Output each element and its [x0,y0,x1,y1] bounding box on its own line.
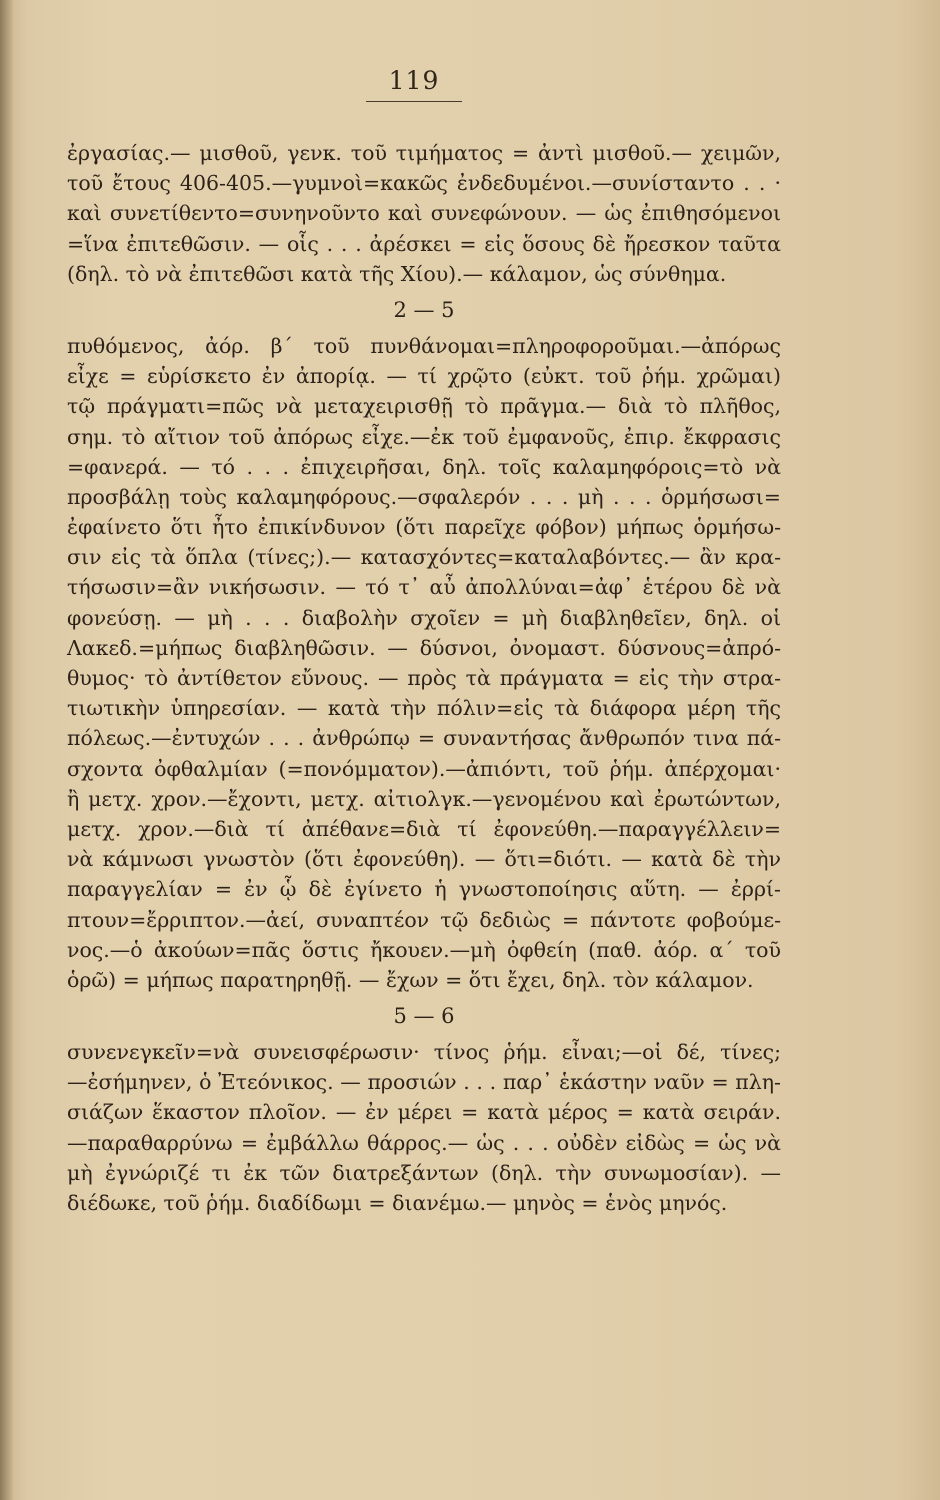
paragraph-3 [67,1037,781,1218]
text-line: σχοντα ὀφθαλμίαν (=πονόμματον).—ἀπιόντι, τοῦ ῥήμ. ἀπέρχομαι· [67,756,781,781]
page-spine-shadow [0,0,14,1500]
text-line: σιν εἰς τὰ ὅπλα (τίνες;).— κατασχόντες=καταλαβόντες.— ἂν κρα- [67,545,781,570]
text-line: διέδωκε, τοῦ ῥήμ. διαδίδωμι = διανέμω.— μηνὸς = ἑνὸς μηνός. [67,1191,728,1215]
text-line: (δηλ. τὸ νὰ ἐπιτεθῶσι κατὰ τῆς Χίου).— κάλαμον, ὡς σύνθημα. [67,261,727,286]
section-heading-2-5: 2 — 5 [393,297,455,322]
page-number: 119 [388,66,440,95]
text-line: συνενεγκεῖν=νὰ συνεισφέρωσιν· τίνος ῥήμ. εἶναι;—οἱ δέ, τίνες; [67,1040,781,1065]
text-line: τιωτικὴν ὑπηρεσίαν. — κατὰ τὴν πόλιν=εἰς τὰ διάφορα μέρη τῆς [67,696,781,721]
text-line: καὶ συνετίθεντο=συνηνοῦντο καὶ συνεφώνουν. — ὡς ἐπιθησόμενοι [67,201,781,226]
text-line: προσβάλῃ τοὺς καλαμηφόρους.—σφαλερόν . . . μὴ . . . ὁρμήσωσι= [67,484,781,509]
text-line: τῷ πράγματι=πῶς νὰ μεταχειρισθῇ τὸ πρᾶγμα.— διὰ τὸ πλῆθος, [67,394,781,419]
text-line: ὁρῶ) = μήπως παρατηρηθῇ. — ἔχων = ὅτι ἔχει, δηλ. τὸν κάλαμον. [67,967,754,992]
text-line: ἐφαίνετο ὅτι ἦτο ἐπικίνδυνον (ὅτι παρεῖχε φόβον) μήπως ὁρμήσω- [67,515,781,540]
text-line: =ἵνα ἐπιτεθῶσιν. — οἷς . . . ἀρέσκει = εἰς ὅσους δὲ ἤρεσκον ταῦτα [67,231,781,256]
paragraph-2 [67,331,781,995]
text-line: ἢ μετχ. χρον.—ἔχοντι, μετχ. αἰτιολγκ.—γενομένου καὶ ἐρωτώντων, [67,786,781,811]
text-line: θυμος· τὸ ἀντίθετον εὔνους. — πρὸς τὰ πράγματα = εἰς τὴν στρα- [67,666,781,690]
section-heading-5-6: 5 — 6 [393,1004,455,1029]
text-line: =φανερά. — τό . . . ἐπιχειρῆσαι, δηλ. τοῖς καλαμηφόροις=τὸ νὰ [67,454,781,479]
commentary-text [67,138,781,1218]
text-line: φονεύσῃ. — μὴ . . . διαβολὴν σχοῖεν = μὴ διαβληθεῖεν, δηλ. οἱ [67,605,781,630]
text-line: εἶχε = εὑρίσκετο ἐν ἀπορίᾳ. — τί χρῷτο (εὐκτ. τοῦ ῥήμ. χρῶμαι) [67,364,781,389]
text-line: νος.—ὁ ἀκούων=πᾶς ὅστις ἤκουεν.—μὴ ὀφθείη (παθ. ἀόρ. α΄ τοῦ [67,937,781,962]
text-line: πυθόμενος, ἀόρ. β΄ τοῦ πυνθάνομαι=πληροφοροῦμαι.—ἀπόρως [67,333,781,358]
text-line: πόλεως.—ἐντυχών . . . ἀνθρώπῳ = συναντήσας ἄνθρωπόν τινα πά- [67,726,781,751]
text-line: τήσωσιν=ἂν νικήσωσιν. — τό τ᾽ αὖ ἀπολλύναι=ἀφ᾽ ἑτέρου δὲ νὰ [67,575,781,600]
text-line: νὰ κάμνωσι γνωστὸν (ὅτι ἐφονεύθη). — ὅτι=διότι. — κατὰ δὲ τὴν [67,847,781,872]
text-line: —ἐσήμηνεν, ὁ Ἐτεόνικος. — προσιών . . . παρ᾽ ἑκάστην ναῦν = πλη- [67,1070,781,1095]
text-line: —παραθαρρύνω = ἐμβάλλω θάρρος.— ὡς . . . οὐδὲν εἰδὼς = ὡς νὰ [67,1130,781,1155]
text-line: παραγγελίαν = ἐν ᾧ δὲ ἐγίνετο ἡ γνωστοποίησις αὕτη. — ἐρρί- [67,877,781,902]
text-line: πτουν=ἔρριπτον.—ἀεί, συναπτέον τῷ δεδιὼς = πάντοτε φοβούμε- [67,907,781,932]
text-line: σημ. τὸ αἴτιον τοῦ ἀπόρως εἶχε.—ἐκ τοῦ ἐμφανοῦς, ἐπιρ. ἔκφρασις [67,424,781,449]
text-line: τοῦ ἔτους 406-405.—γυμνοὶ=κακῶς ἐνδεδυμένοι.—συνίσταντο . . · [67,171,781,196]
text-line: μὴ ἐγνώριζέ τι ἐκ τῶν διατρεξάντων (δηλ. τὴν συνωμοσίαν). — [67,1160,781,1185]
text-line: Λακεδ.=μήπως διαβληθῶσιν. — δύσνοι, ὀνομαστ. δύσνους=ἀπρό- [67,635,781,660]
text-line: ἐργασίας.— μισθοῦ, γενκ. τοῦ τιμήματος = ἀντὶ μισθοῦ.— χειμῶν, [67,141,781,165]
paragraph-1 [67,138,781,289]
text-line: μετχ. χρον.—διὰ τί ἀπέθανε=διὰ τί ἐφονεύθη.—παραγγέλλειν= [67,816,781,841]
page-number-rule [366,101,462,102]
text-line: σιάζων ἕκαστον πλοῖον. — ἐν μέρει = κατὰ μέρος = κατὰ σειράν. [67,1100,781,1125]
